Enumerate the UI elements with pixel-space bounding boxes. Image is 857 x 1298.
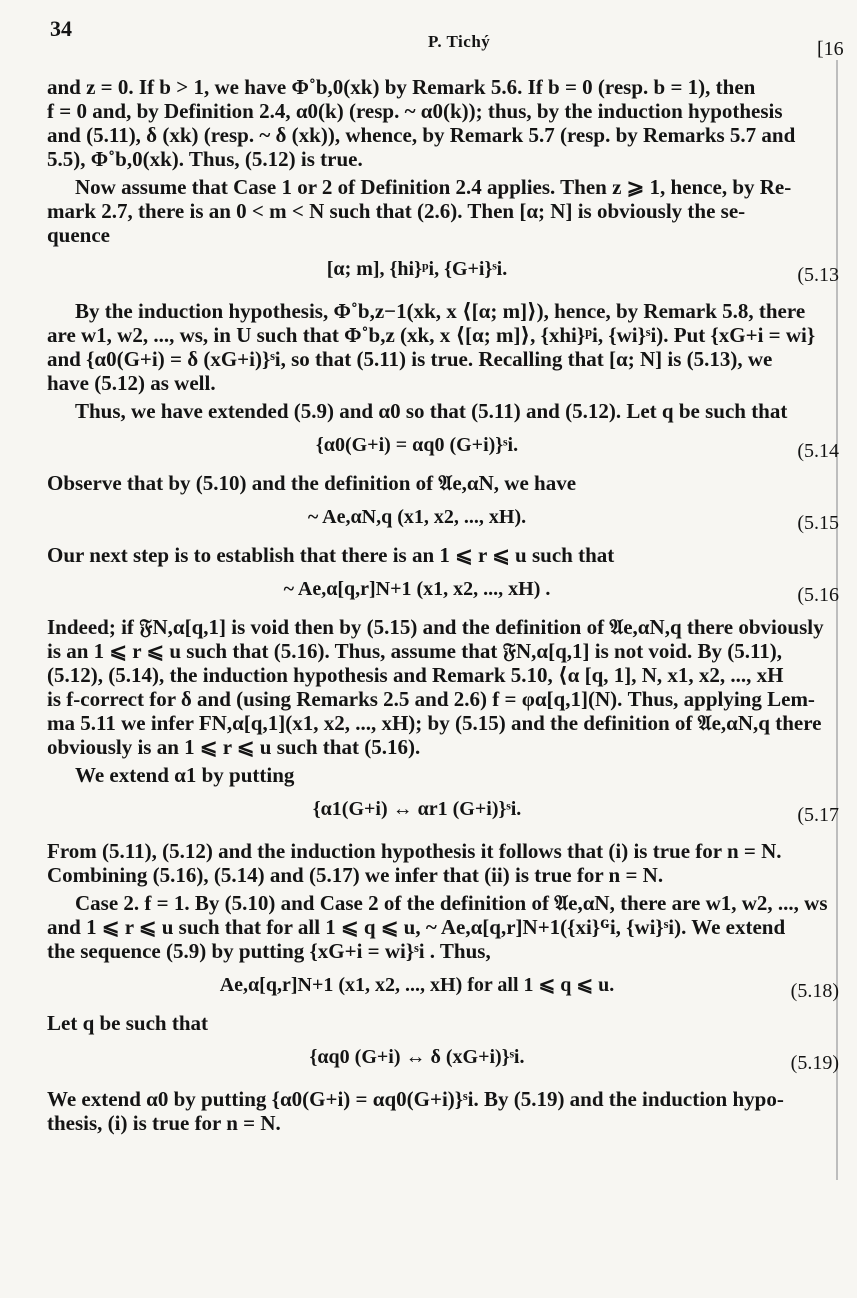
equation-5-14 [47,429,847,465]
paragraph [47,543,847,567]
paragraph [47,763,847,787]
text-line: ma 5.11 we infer FN,α[q,1](x1, x2, ..., xH); by (5.15) and the definition of 𝔄e,αN,q there [47,711,822,735]
text-line: is f-correct for δ and (using Remarks 2.5 and 2.6) f = φα[q,1](N). Thus, applying Lem- [47,687,815,711]
equation-tag: (5.14 [797,440,839,462]
text-line: Observe that by (5.10) and the definition of 𝔄e,αN, we have [47,471,577,495]
paragraph [47,399,847,423]
text-line: Indeed; if 𝔉N,α[q,1] is void then by (5.15) and the definition of 𝔄e,αN,q there obviously [47,615,824,639]
equation-tag: (5.19) [790,1052,839,1074]
text-line: f = 0 and, by Definition 2.4, α0(k) (resp. ~ α0(k)); thus, by the induction hypothesis [47,99,783,123]
equation-formula: [α; m], {hi}ᵖi, {G+i}ˢi. [326,258,508,280]
running-head: P. Tichý [428,32,491,51]
equation-tag: (5.15 [797,512,839,534]
paragraph [47,175,847,247]
text-line: Let q be such that [47,1011,209,1035]
paragraph [47,1087,847,1135]
paragraph [47,891,847,963]
paragraph [47,299,847,395]
equation-5-13 [47,253,847,293]
text-line: and 1 ⩽ r ⩽ u such that for all 1 ⩽ q ⩽ u, ~ Ae,α[q,r]N+1({xi}ᴳi, {wi}ˢi). We extend [47,915,786,939]
text-line: Case 2. f = 1. By (5.10) and Case 2 of the definition of 𝔄e,αN, there are w1, w2, ..., ws [75,891,828,915]
equation-tag: (5.13 [797,264,839,286]
equation-tag: (5.17 [797,804,839,826]
text-line: are w1, w2, ..., ws, in U such that Φ˚b,z (xk, x ⟨[α; m]⟩, {xhi}ᵖi, {wi}ˢi). Put {xG+i = wi} [47,323,816,347]
text-line: and {α0(G+i) = δ (xG+i)}ˢi, so that (5.11) is true. Recalling that [α; N] is (5.13), we [47,347,773,371]
equation-5-17 [47,793,847,833]
text-line: We extend α1 by putting [75,763,295,787]
equation-5-19 [47,1041,847,1081]
equation-tag: (5.16 [797,584,839,606]
text-line: Now assume that Case 1 or 2 of Definition 2.4 applies. Then z ⩾ 1, hence, by Re- [75,175,792,199]
text-line: We extend α0 by putting {α0(G+i) = αq0(G+i)}ˢi. By (5.19) and the induction hypo- [47,1087,784,1111]
equation-formula: {α0(G+i) = αq0 (G+i)}ˢi. [315,434,519,456]
equation-formula: ~ Ae,α[q,r]N+1 (x1, x2, ..., xH) . [283,578,551,600]
text-line: From (5.11), (5.12) and the induction hypothesis it follows that (i) is true for n = N. [47,839,782,863]
text-line: and z = 0. If b > 1, we have Φ˚b,0(xk) by Remark 5.6. If b = 0 (resp. b = 1), then [47,75,756,99]
paragraph [47,839,847,887]
text-line: quence [47,223,110,247]
text-line: mark 2.7, there is an 0 < m < N such that (2.6). Then [α; N] is obviously the se- [47,199,746,223]
equation-5-18 [47,969,847,1005]
text-line: and (5.11), δ (xk) (resp. ~ δ (xk)), whence, by Remark 5.7 (resp. by Remarks 5.7 and [47,123,796,147]
page-number: 34 [50,16,72,41]
equation-formula: {αq0 (G+i) ↔ δ (xG+i)}ˢi. [309,1046,525,1068]
text-line: By the induction hypothesis, Φ˚b,z−1(xk, x ⟨[α; m]⟩), hence, by Remark 5.8, there [75,299,806,323]
text-line: is an 1 ⩽ r ⩽ u such that (5.16). Thus, assume that 𝔉N,α[q,1] is not void. By (5.11), [47,639,783,663]
text-line: 5.5), Φ˚b,0(xk). Thus, (5.12) is true. [47,147,363,171]
corner-mark: [16 [817,38,844,60]
equation-formula: ~ Ae,αN,q (x1, x2, ..., xH). [307,506,527,528]
text-line: Our next step is to establish that there is an 1 ⩽ r ⩽ u such that [47,543,615,567]
paragraph [47,75,847,171]
text-line: thesis, (i) is true for n = N. [47,1111,281,1135]
text-line: obviously is an 1 ⩽ r ⩽ u such that (5.16). [47,735,421,759]
equation-formula: Ae,α[q,r]N+1 (x1, x2, ..., xH) for all 1 ⩽ q ⩽ u. [219,974,615,996]
equation-5-16 [47,573,847,609]
text-line: Thus, we have extended (5.9) and α0 so that (5.11) and (5.12). Let q be such that [75,399,788,423]
text-line: the sequence (5.9) by putting {xG+i = wi}ˢi . Thus, [47,939,491,963]
text-line: (5.12), (5.14), the induction hypothesis and Remark 5.10, ⟨α [q, 1], N, x1, x2, ..., xH [47,663,784,687]
equation-tag: (5.18) [790,980,839,1002]
equation-formula: {α1(G+i) ↔ αr1 (G+i)}ˢi. [312,798,522,820]
paragraph [47,615,847,759]
text-line: have (5.12) as well. [47,371,216,395]
paragraph [47,1011,847,1035]
equation-5-15 [47,501,847,537]
text-line: Combining (5.16), (5.14) and (5.17) we infer that (ii) is true for n = N. [47,863,664,887]
paragraph [47,471,847,495]
body-text [47,75,847,1139]
